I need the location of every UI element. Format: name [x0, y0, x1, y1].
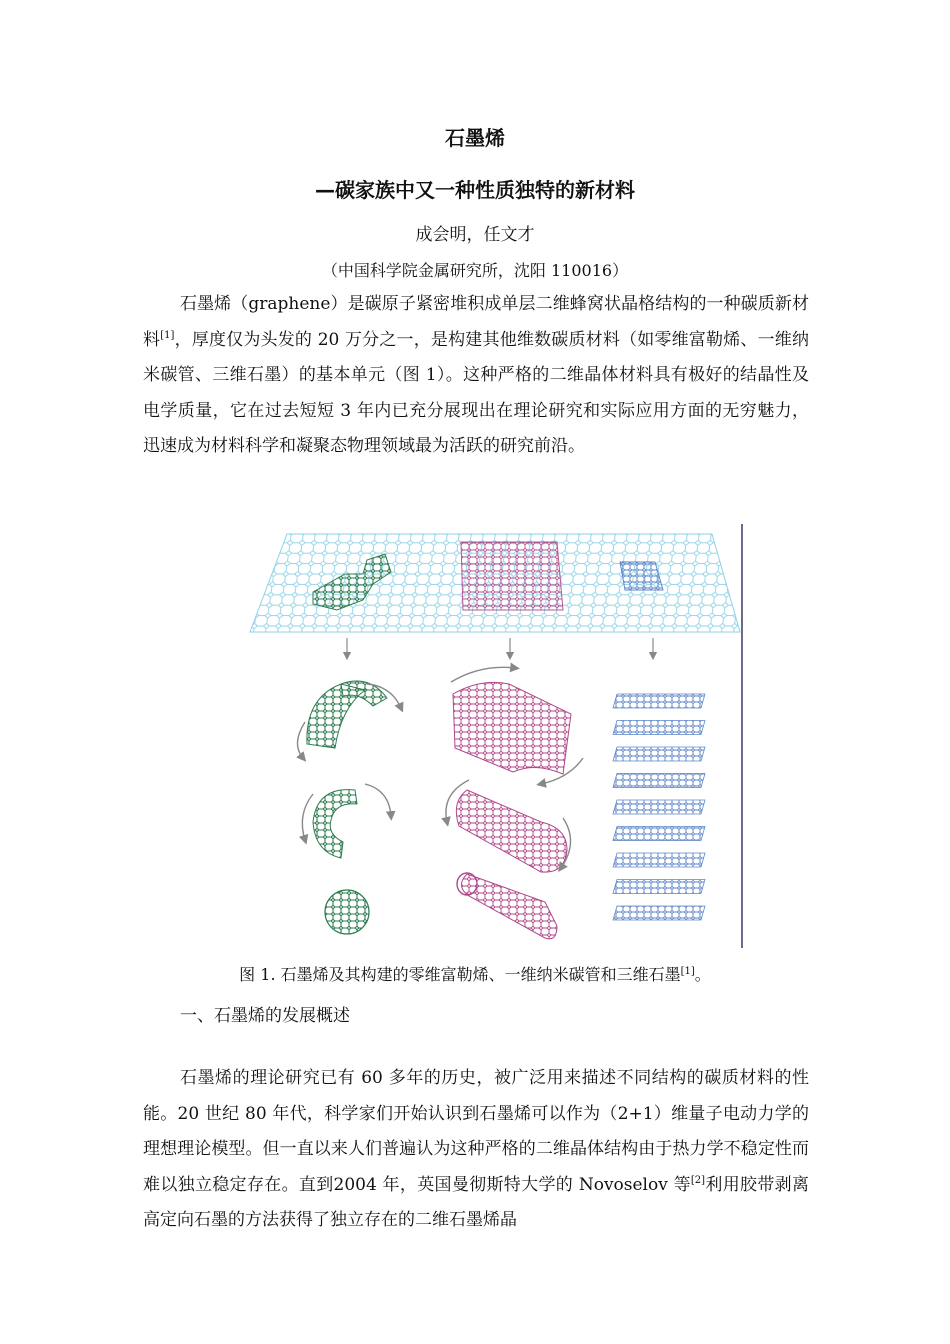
intro-paragraph: [143, 287, 809, 465]
affiliation: （中国科学院金属研究所，沈阳 110016）: [321, 261, 629, 280]
rotation-arrow: [365, 784, 391, 816]
page-title: 石墨烯: [445, 126, 505, 150]
figure-caption: [0, 962, 950, 985]
graphite-layer: [613, 800, 705, 814]
section-text-1: 石墨烯的理论研究已有 60 多年的历史，被广泛用来描述不同结构的碳质材料的性能。20 世纪 80 年代，科学家们开始认识到石墨烯可以作为（2+1）维量子电动力学的理想理论模型。但一直以来人们普遍认为这种严格的二维晶体结构由于热力学不稳定性而难以独立稳定存在。直到2004 年，英国曼彻斯特大学的 Novoselov 等: [143, 1068, 809, 1195]
figure-graphene-structures: [245, 522, 747, 950]
graphite-layer: [613, 721, 705, 735]
caption-end: 。: [694, 965, 711, 984]
caption-text: 图 1. 石墨烯及其构建的零维富勒烯、一维纳米碳管和三维石墨: [239, 965, 681, 984]
nanotube-half-rolled: [456, 790, 567, 872]
graphite-layer: [613, 880, 705, 894]
citation-ref-2: [2]: [690, 1174, 706, 1186]
graphite-layer: [613, 853, 705, 867]
graphite-layer: [613, 774, 705, 788]
graphite-layer: [613, 747, 705, 761]
intro-text-2: ，厚度仅为头发的 20 万分之一，是构建其他维数碳质材料（如零维富勒烯、一维纳米碳管、三维石墨）的基本单元（图 1）。这种严格的二维晶体材料具有极好的结晶性及电学质量，它在过去短短 3 年内已充分展现出在理论研究和实际应用方面的无穷魅力，迅速成为材料科学和凝聚态物理领域最为活跃的研究前沿。: [143, 329, 809, 456]
section-text-2: 利用胶带剥离高定向石墨的方法获得了独立存在的二维石墨烯晶: [143, 1174, 810, 1230]
authors: 成会明，任文才: [415, 225, 535, 245]
fullerene-ball: [325, 890, 369, 934]
figure-illustration: [245, 522, 747, 950]
graphite-layer: [613, 827, 705, 841]
fullerene-half-shell: [313, 790, 357, 858]
caption-citation: [1]: [680, 966, 695, 977]
graphite-layer: [613, 906, 705, 920]
graphite-region: [620, 562, 663, 590]
page-subtitle: —碳家族中又一种性质独特的新材料: [315, 178, 635, 202]
graphite-stack: [613, 694, 705, 920]
rotation-arrow: [297, 722, 305, 758]
nanotube: [461, 874, 557, 939]
intro-text-1: 石墨烯（graphene）是碳原子紧密堆积成单层二维蜂窝状晶格结构的一种碳质新材料: [143, 294, 809, 350]
section-paragraph: [143, 1061, 809, 1239]
rolling-arrow: [451, 667, 515, 682]
citation-ref-1: [1]: [160, 329, 175, 341]
rotation-arrow: [302, 794, 313, 840]
nanotube-region: [461, 542, 563, 610]
graphite-layer: [613, 694, 705, 708]
section-heading: 一、石墨烯的发展概述: [180, 1006, 350, 1026]
nanotube-curved-sheet: [453, 682, 571, 774]
